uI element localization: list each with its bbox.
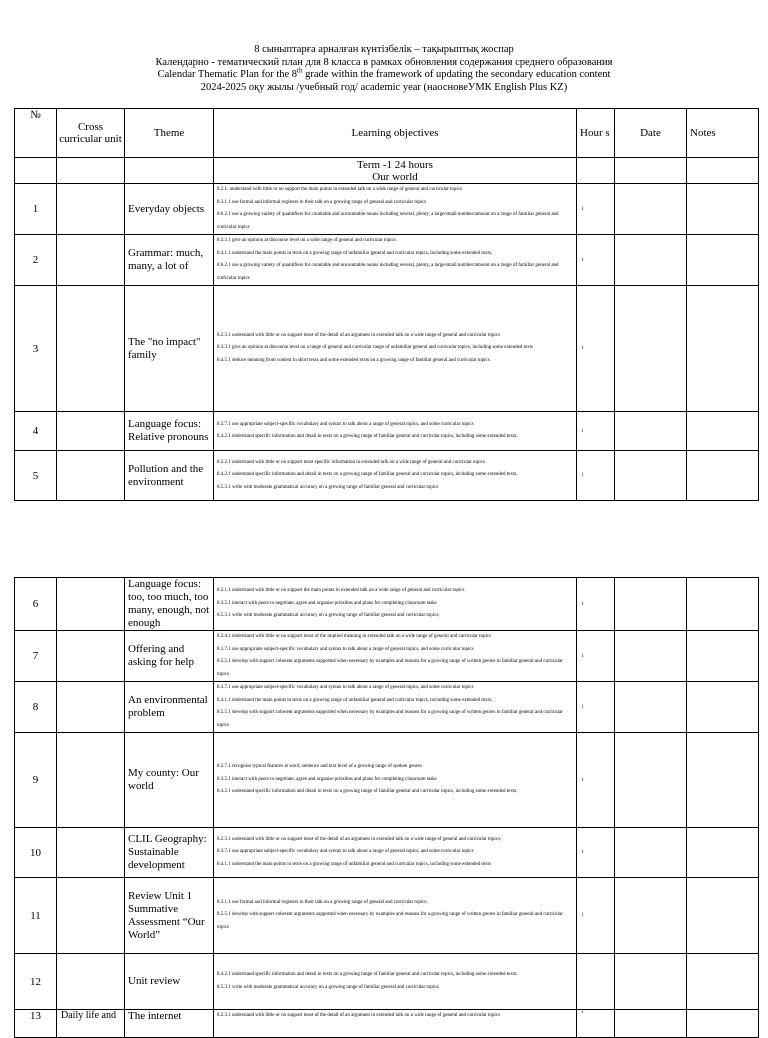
objective-line: 8.3.5.1 interact with peers to negotiate, agree and organise priorities and plans for completing classroom tasks: [217, 776, 437, 782]
table-row: [15, 451, 759, 501]
row-hours: 1: [577, 878, 615, 954]
row-number: 13: [15, 1010, 57, 1038]
row-objectives: [214, 235, 577, 286]
objective-line: 8.2.3.1 understand with little or no support most of the detail of an argument in extended talk on a wide range of general and curricular topics;: [217, 836, 502, 842]
row-number: 1: [15, 184, 57, 235]
objective-line: 8.5.3.1 write with moderate grammatical accuracy on a growing range of familiar general and curricular topics;: [217, 984, 440, 990]
row-theme: Grammar: much, many, a lot of: [125, 235, 214, 286]
term-row: [15, 158, 759, 184]
row-number: 3: [15, 286, 57, 412]
row-cross-curricular: [57, 578, 125, 631]
row-number: 6: [15, 578, 57, 631]
objective-line: 8.2.2.1 understand with little or no support most specific information in extended talk on a wide range of general and curricular topics: [217, 459, 485, 465]
row-notes: [687, 578, 759, 631]
row-hours: 1: [577, 286, 615, 412]
objective-line: 8.4.2.1 understand specific information and detail in texts on a growing range of familiar general and curricular topics, including some extended texts;: [217, 972, 518, 977]
row-number: 9: [15, 733, 57, 828]
row-objectives: [214, 828, 577, 878]
row-hours: 1: [577, 412, 615, 451]
row-objectives: [214, 578, 577, 631]
title-russian: Календарно - тематический план для 8 класса в рамках обновления содержания среднего образования: [155, 56, 613, 68]
objective-line: 8.3.1.1 use formal and informal registers in their talk on a growing range of general and curricular topics;: [217, 899, 428, 905]
objective-line: 8.6.2.1 use a growing variety of quantifiers for countable and uncountable nouns including several, plenty, a large/small number/amount on a range of familiar general and curricular topics: [217, 212, 559, 230]
objective-line: 8.4.2.1 understand specific information and detail in texts on a growing range of familiar general and curricular topics, including some extended texts;: [217, 434, 518, 439]
row-notes: [687, 412, 759, 451]
document-header: [0, 44, 768, 94]
row-objectives: [214, 286, 577, 412]
column-header-row: [15, 109, 759, 158]
objective-line: 8.3.7.1 use appropriate subject-specific vocabulary and syntax to talk about a range of general topics, and some curricular topics: [217, 685, 474, 690]
plan-table-page1: [14, 108, 759, 501]
objective-line: 8.3.7.1 use appropriate subject-specific vocabulary and syntax to talk about a range of general topics, and some curricular topics: [217, 849, 474, 855]
objective-line: 8.4.1.1 understand the main points in texts on a growing range of unfamiliar general and curricular topics, including some extended texts;: [217, 697, 493, 703]
row-number: 2: [15, 235, 57, 286]
table-row: [15, 878, 759, 954]
table-row: [15, 828, 759, 878]
row-cross-curricular: [57, 451, 125, 501]
row-objectives: [214, 954, 577, 1010]
row-theme: The internet: [125, 1010, 214, 1038]
row-cross-curricular: [57, 184, 125, 235]
objective-line: 8.3.3.1 give an opinion at discourse level on a range of general and curricular range of unfamiliar general and curricular topics, including some extended texts: [217, 345, 533, 351]
objective-line: 8.5.3.1 write with moderate grammatical accuracy on a growing range of familiar general and curricular topics: [217, 484, 439, 490]
table-row: [15, 631, 759, 682]
objective-line: 8.5.5.1 develop with support coherent arguments supported when necessary by examples and reasons for a growing range of written genres in familiar general and curricular topics: [217, 659, 563, 677]
row-theme: Offering and asking for help: [125, 631, 214, 682]
row-cross-curricular: [57, 631, 125, 682]
objective-line: 8.2.3.1 understand with little or no support most of the detail of an argument in extended talk on a wide range of general and curricular topics: [217, 1013, 500, 1018]
row-date: [615, 235, 687, 286]
row-theme: Language focus: Relative pronouns: [125, 412, 214, 451]
row-objectives: [214, 451, 577, 501]
row-cross-curricular: [57, 412, 125, 451]
row-hours: 1: [577, 828, 615, 878]
row-number: 8: [15, 682, 57, 733]
row-cross-curricular: [57, 235, 125, 286]
objective-line: 8.5.5.1 develop with support coherent arguments supported when necessary by examples and reasons for a growing range of written genres in familiar general and curricular topics: [217, 912, 563, 930]
row-date: [615, 631, 687, 682]
title-english: Calendar Thematic Plan for the 8th grade within the framework of updating the secondary education content: [157, 66, 611, 80]
row-hours: 1: [577, 578, 615, 631]
row-theme: Pollution and the environment: [125, 451, 214, 501]
row-objectives: [214, 682, 577, 733]
table-row: [15, 733, 759, 828]
col-header-theme: Theme: [125, 109, 214, 158]
row-date: [615, 412, 687, 451]
objective-line: 8.4.2.1 understand specific information and detail in texts on a growing range of familiar general and curricular topics, including some extended texts;: [217, 472, 518, 478]
row-objectives: [214, 631, 577, 682]
table-row: [15, 682, 759, 733]
row-theme: An environmental problem: [125, 682, 214, 733]
row-date: [615, 451, 687, 501]
row-notes: [687, 954, 759, 1010]
row-theme: The "no impact" family: [125, 286, 214, 412]
row-number: 4: [15, 412, 57, 451]
row-hours: 1: [577, 733, 615, 828]
row-objectives: [214, 184, 577, 235]
row-theme: Language focus: too, too much, too many, enough, not enough: [125, 578, 214, 631]
row-theme: My county: Our world: [125, 733, 214, 828]
row-hours: [577, 954, 615, 1010]
plan-table-page2: [14, 577, 759, 1038]
objective-line: 8.3.1.1 use formal and informal registers in their talk on a growing range of general and curricular topics: [217, 199, 427, 205]
row-theme: Everyday objects: [125, 184, 214, 235]
row-notes: [687, 733, 759, 828]
objective-line: 8.4.1.1 understand the main points in texts on a growing range of unfamiliar general and curricular topics, including some extended texts;: [217, 250, 493, 256]
row-date: [615, 733, 687, 828]
objective-line: 8.3.3.1 give an opinion at discourse level on a wide range of general and curricular topics: [217, 238, 396, 243]
col-header-hours: Hour s: [577, 109, 615, 158]
row-cross-curricular: [57, 954, 125, 1010]
objective-line: 8.5.3.1 write with moderate grammatical accuracy on a growing range of familiar general and curricular topics;: [217, 613, 440, 619]
row-date: [615, 954, 687, 1010]
term-title: Term -1 24 hours Our world: [214, 158, 577, 184]
row-cross-curricular: [57, 828, 125, 878]
row-hours: 1: [577, 631, 615, 682]
row-date: [615, 184, 687, 235]
col-header-objectives: Learning objectives: [214, 109, 577, 158]
objective-line: 8.2.4.1 understand with little or no support most of the implied meaning in extended talk on a wide range of general and curricular topics: [217, 634, 492, 639]
row-notes: [687, 878, 759, 954]
objective-line: 8.4.5.1 deduce meaning from context in short texts and some extended texts on a growing range of familiar general and curricular topics: [217, 357, 490, 363]
row-cross-curricular: [57, 878, 125, 954]
row-objectives: [214, 412, 577, 451]
table-row: [15, 412, 759, 451]
row-cross-curricular: [57, 286, 125, 412]
row-notes: [687, 235, 759, 286]
objective-line: 8.4.1.1 understand the main points in texts on a growing range of unfamiliar general and curricular topics, including some extended texts: [217, 861, 491, 867]
row-number: 11: [15, 878, 57, 954]
objective-line: 8.5.5.1 develop with support coherent arguments supported when necessary by examples and reasons for a growing range of written genres in familiar general and curricular topics: [217, 710, 563, 728]
objective-line: 8.3.5.1 interact with peers to negotiate, agree and organise priorities and plans for completing classroom tasks: [217, 600, 437, 606]
row-objectives: [214, 878, 577, 954]
objective-line: 8.4.2.1 understand specific information and detail in texts on a growing range of familiar general and curricular topics, including some extended texts;: [217, 789, 518, 795]
row-date: [615, 286, 687, 412]
row-date: [615, 682, 687, 733]
row-notes: [687, 828, 759, 878]
row-objectives: [214, 733, 577, 828]
objective-line: 8.2.7.1 recognise typical features at word, sentence and text level of a growing range of spoken genres: [217, 764, 422, 770]
row-theme: CLIL Geography: Sustainable development: [125, 828, 214, 878]
row-number: 5: [15, 451, 57, 501]
title-kazakh: 8 сыныптарға арналған күнтізбелік – тақырыптық жоспар: [254, 44, 514, 55]
row-notes: [687, 184, 759, 235]
table-row: [15, 286, 759, 412]
row-hours: 1: [577, 451, 615, 501]
row-notes: [687, 451, 759, 501]
row-date: [615, 828, 687, 878]
row-date: [615, 578, 687, 631]
objective-line: 8.6.2.1 use a growing variety of quantifiers for countable and uncountable nouns including several, plenty, a large/small number/amount on a range of familiar general and curricular topics: [217, 263, 559, 281]
objective-line: 8.2.1.1 understand with little or no support the main points in extended talk on a wide range of general and curricular topics: [217, 588, 465, 594]
row-cross-curricular: [57, 682, 125, 733]
row-number: 12: [15, 954, 57, 1010]
row-theme: Unit review: [125, 954, 214, 1010]
row-theme: Review Unit 1 Summative Assessment “Our World”: [125, 878, 214, 954]
objective-line: 8.3.7.1 use appropriate subject-specific vocabulary and syntax to talk about a range of general topics, and some curricular topics: [217, 421, 474, 427]
row-cross-curricular: [57, 733, 125, 828]
objective-line: 8.3.7.1 use appropriate subject-specific vocabulary and syntax to talk about a range of general topics, and some curricular topics: [217, 646, 474, 652]
row-hours: 1: [577, 1010, 615, 1038]
academic-year: 2024-2025 оқу жылы /учебный год/ academic year (наосновеУМК English Plus KZ): [200, 81, 568, 93]
table-row: [15, 184, 759, 235]
row-notes: [687, 682, 759, 733]
col-header-number: №: [15, 109, 57, 158]
objective-line: 8.2.3.1 understand with little or no support most of the detail of an argument in extended talk on a wide range of general and curricular topics: [217, 332, 500, 338]
row-number: 10: [15, 828, 57, 878]
row-hours: 1: [577, 235, 615, 286]
table-row: [15, 235, 759, 286]
row-notes: [687, 631, 759, 682]
col-header-cross-curricular: Cross curricular unit: [57, 109, 125, 158]
row-notes: [687, 286, 759, 412]
row-hours: 1: [577, 682, 615, 733]
col-header-date: Date: [615, 109, 687, 158]
row-hours: 1: [577, 184, 615, 235]
col-header-notes: Notes: [687, 109, 759, 158]
row-date: [615, 878, 687, 954]
row-number: 7: [15, 631, 57, 682]
row-cross-curricular: Daily life and: [57, 1010, 125, 1038]
objective-line: 8.2.1. understand with little or no support the main points in extended talk on a wide range of general and curricular topics: [217, 187, 462, 192]
table-row: [15, 578, 759, 631]
table-row: [15, 954, 759, 1010]
